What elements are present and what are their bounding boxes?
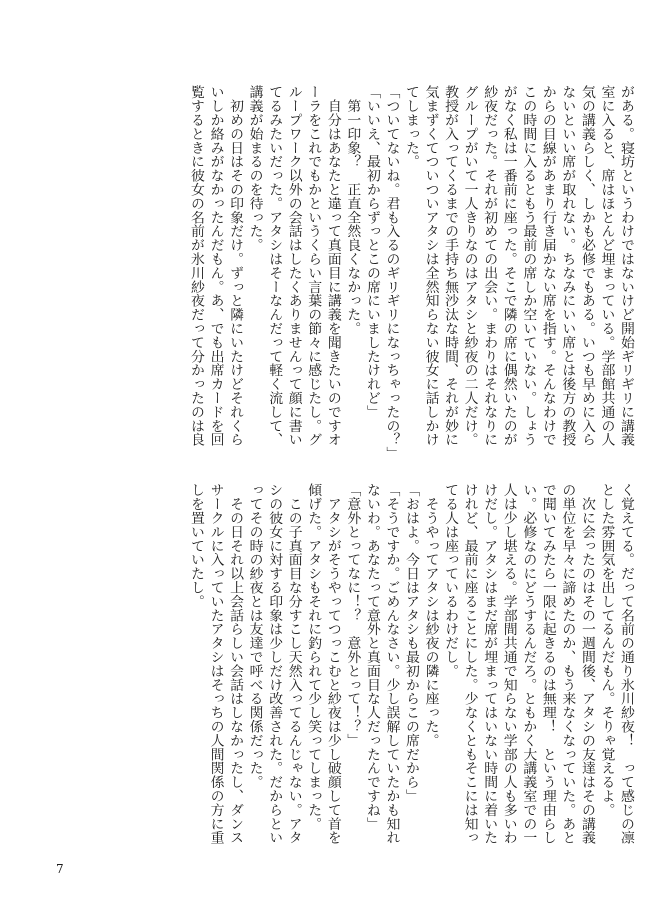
text-line: 傾げた。アタシもそれに釣られて少し笑ってしまった。 — [305, 483, 322, 831]
text-line: 教授が入ってくるまでの手持ち無沙汰な時間、それが妙に — [442, 85, 459, 447]
text-line: がなく私は一番前に座った。そこで隣の席に偶然いたのが — [500, 85, 517, 447]
lower-text-block — [83, 483, 635, 860]
text-line: この時間に入るともう最前の席しか空いていない。しょう — [520, 85, 537, 447]
text-line: てる人は座っているわけだし。 — [442, 483, 459, 678]
text-line: とした雰囲気を出してるんだもん。そりゃ覚えるよ。 — [598, 483, 615, 817]
page-number: 7 — [56, 862, 64, 876]
text-line: からの目線があまり行き届かない席を指す。そんなわけで — [539, 85, 556, 447]
text-line: ないといい席が取れない。ちなみにいい席とは後方の教授 — [559, 85, 576, 447]
text-line: 気の講義らしく、しかも必修でもある。いつも早めに入ら — [578, 85, 595, 447]
text-line: しを置いていたし。 — [187, 483, 204, 609]
text-line: サークルに入っていたアタシはそっちの人間関係の方に重 — [207, 483, 224, 845]
text-line: く覚えてる。だって名前の通り氷川紗夜！ って感じの凛 — [618, 483, 634, 845]
text-line: い。必修なのにどうするんだろ。ともかく大講義室での一 — [520, 483, 537, 845]
text-line: その日それ以上会話らしい会話はしなかったし、ダンス — [227, 483, 244, 845]
text-line: 初めの日はその印象だけ。ずっと隣にいたけどそれくら — [227, 85, 244, 447]
text-line: 「おはよ。今日はアタシも最初からこの席だから」 — [402, 483, 419, 803]
upper-text-block — [83, 85, 635, 460]
text-line: 「そうですか。ごめんなさい。少し誤解していたかも知れ — [383, 483, 400, 845]
text-line: 自分はあなたと違って真面目に講義を聞きたいのですオ — [324, 85, 341, 447]
text-line: 覧するときに彼女の名前が氷川紗夜だって分かったのは良 — [187, 85, 204, 447]
text-line: の単位を早々に諦めたのか、もう来なくなっていた。あと — [559, 483, 576, 845]
text-line: 気まずくてついついアタシは全然知らない彼女に話しかけ — [422, 85, 439, 447]
text-line: けれど、最前に座ることにした。少なくともそこには知っ — [461, 483, 478, 845]
text-line: この子真面目な分すこし天然入ってるんじゃない。アタ — [285, 483, 302, 845]
text-line: 室に入ると、席はほとんど埋まっている。学部館共通の人 — [598, 85, 615, 447]
text-line: 「ついてないね。君も入るのギリギリになっちゃったの？」 — [383, 85, 400, 460]
text-line: けだし。アタシはまだ席が埋まってはいない時間に着いた — [481, 483, 498, 845]
text-line: いしか絡みがなかったんだもん。あ、でも出席カードを回 — [207, 85, 224, 447]
text-line: 「意外とってなに！？ 意外とって！？」 — [344, 483, 361, 748]
text-line: そうやってアタシは紗夜の隣に座った。 — [422, 483, 439, 748]
text-line: ってその時の紗夜とは友達で呼べる関係だった。 — [246, 483, 263, 789]
text-line: 第一印象？ 正直全然良くなかった。 — [344, 85, 361, 336]
text-line: グループがいて一人きりなのはアタシと紗夜の二人だけ。 — [461, 85, 478, 447]
text-line: がある。寝坊というわけではないけど開始ギリギリに講義 — [618, 85, 634, 447]
text-line: アタシがそうやってつっこむと紗夜は少し破顔して首を — [324, 483, 341, 845]
text-line: てしまった。 — [402, 85, 419, 169]
text-line: てるみたいだった。アタシはそーなんだって軽く流して、 — [266, 85, 283, 447]
text-line: 講義が始まるのを待った。 — [246, 85, 263, 252]
text-line: 紗夜だった。それが初めての出会い。まわりはそれなりに — [481, 85, 498, 447]
text-line: ないわ。あなたって意外と真面目な人だったんですね」 — [363, 483, 380, 831]
text-line: ループワーク以外の会話はしたくありませんって顔に書い — [285, 85, 302, 447]
text-line: ーラをこれでもかというくらい言葉の節々に感じたし。グ — [305, 85, 322, 447]
text-line: シの彼女に対する印象は少しだけ改善された。だからとい — [266, 483, 283, 845]
text-line: 「いいえ、最初からずっとこの席にいましたけれど」 — [363, 85, 380, 419]
text-line: 人は少し堪える。学部間共通で知らない学部の人も多いわ — [500, 483, 517, 845]
text-line: 次に会ったのはその一週間後、アタシの友達はその講義 — [578, 483, 595, 845]
text-line: で聞いてみたら一限に起きるのは無理！ という理由らし — [539, 483, 556, 845]
